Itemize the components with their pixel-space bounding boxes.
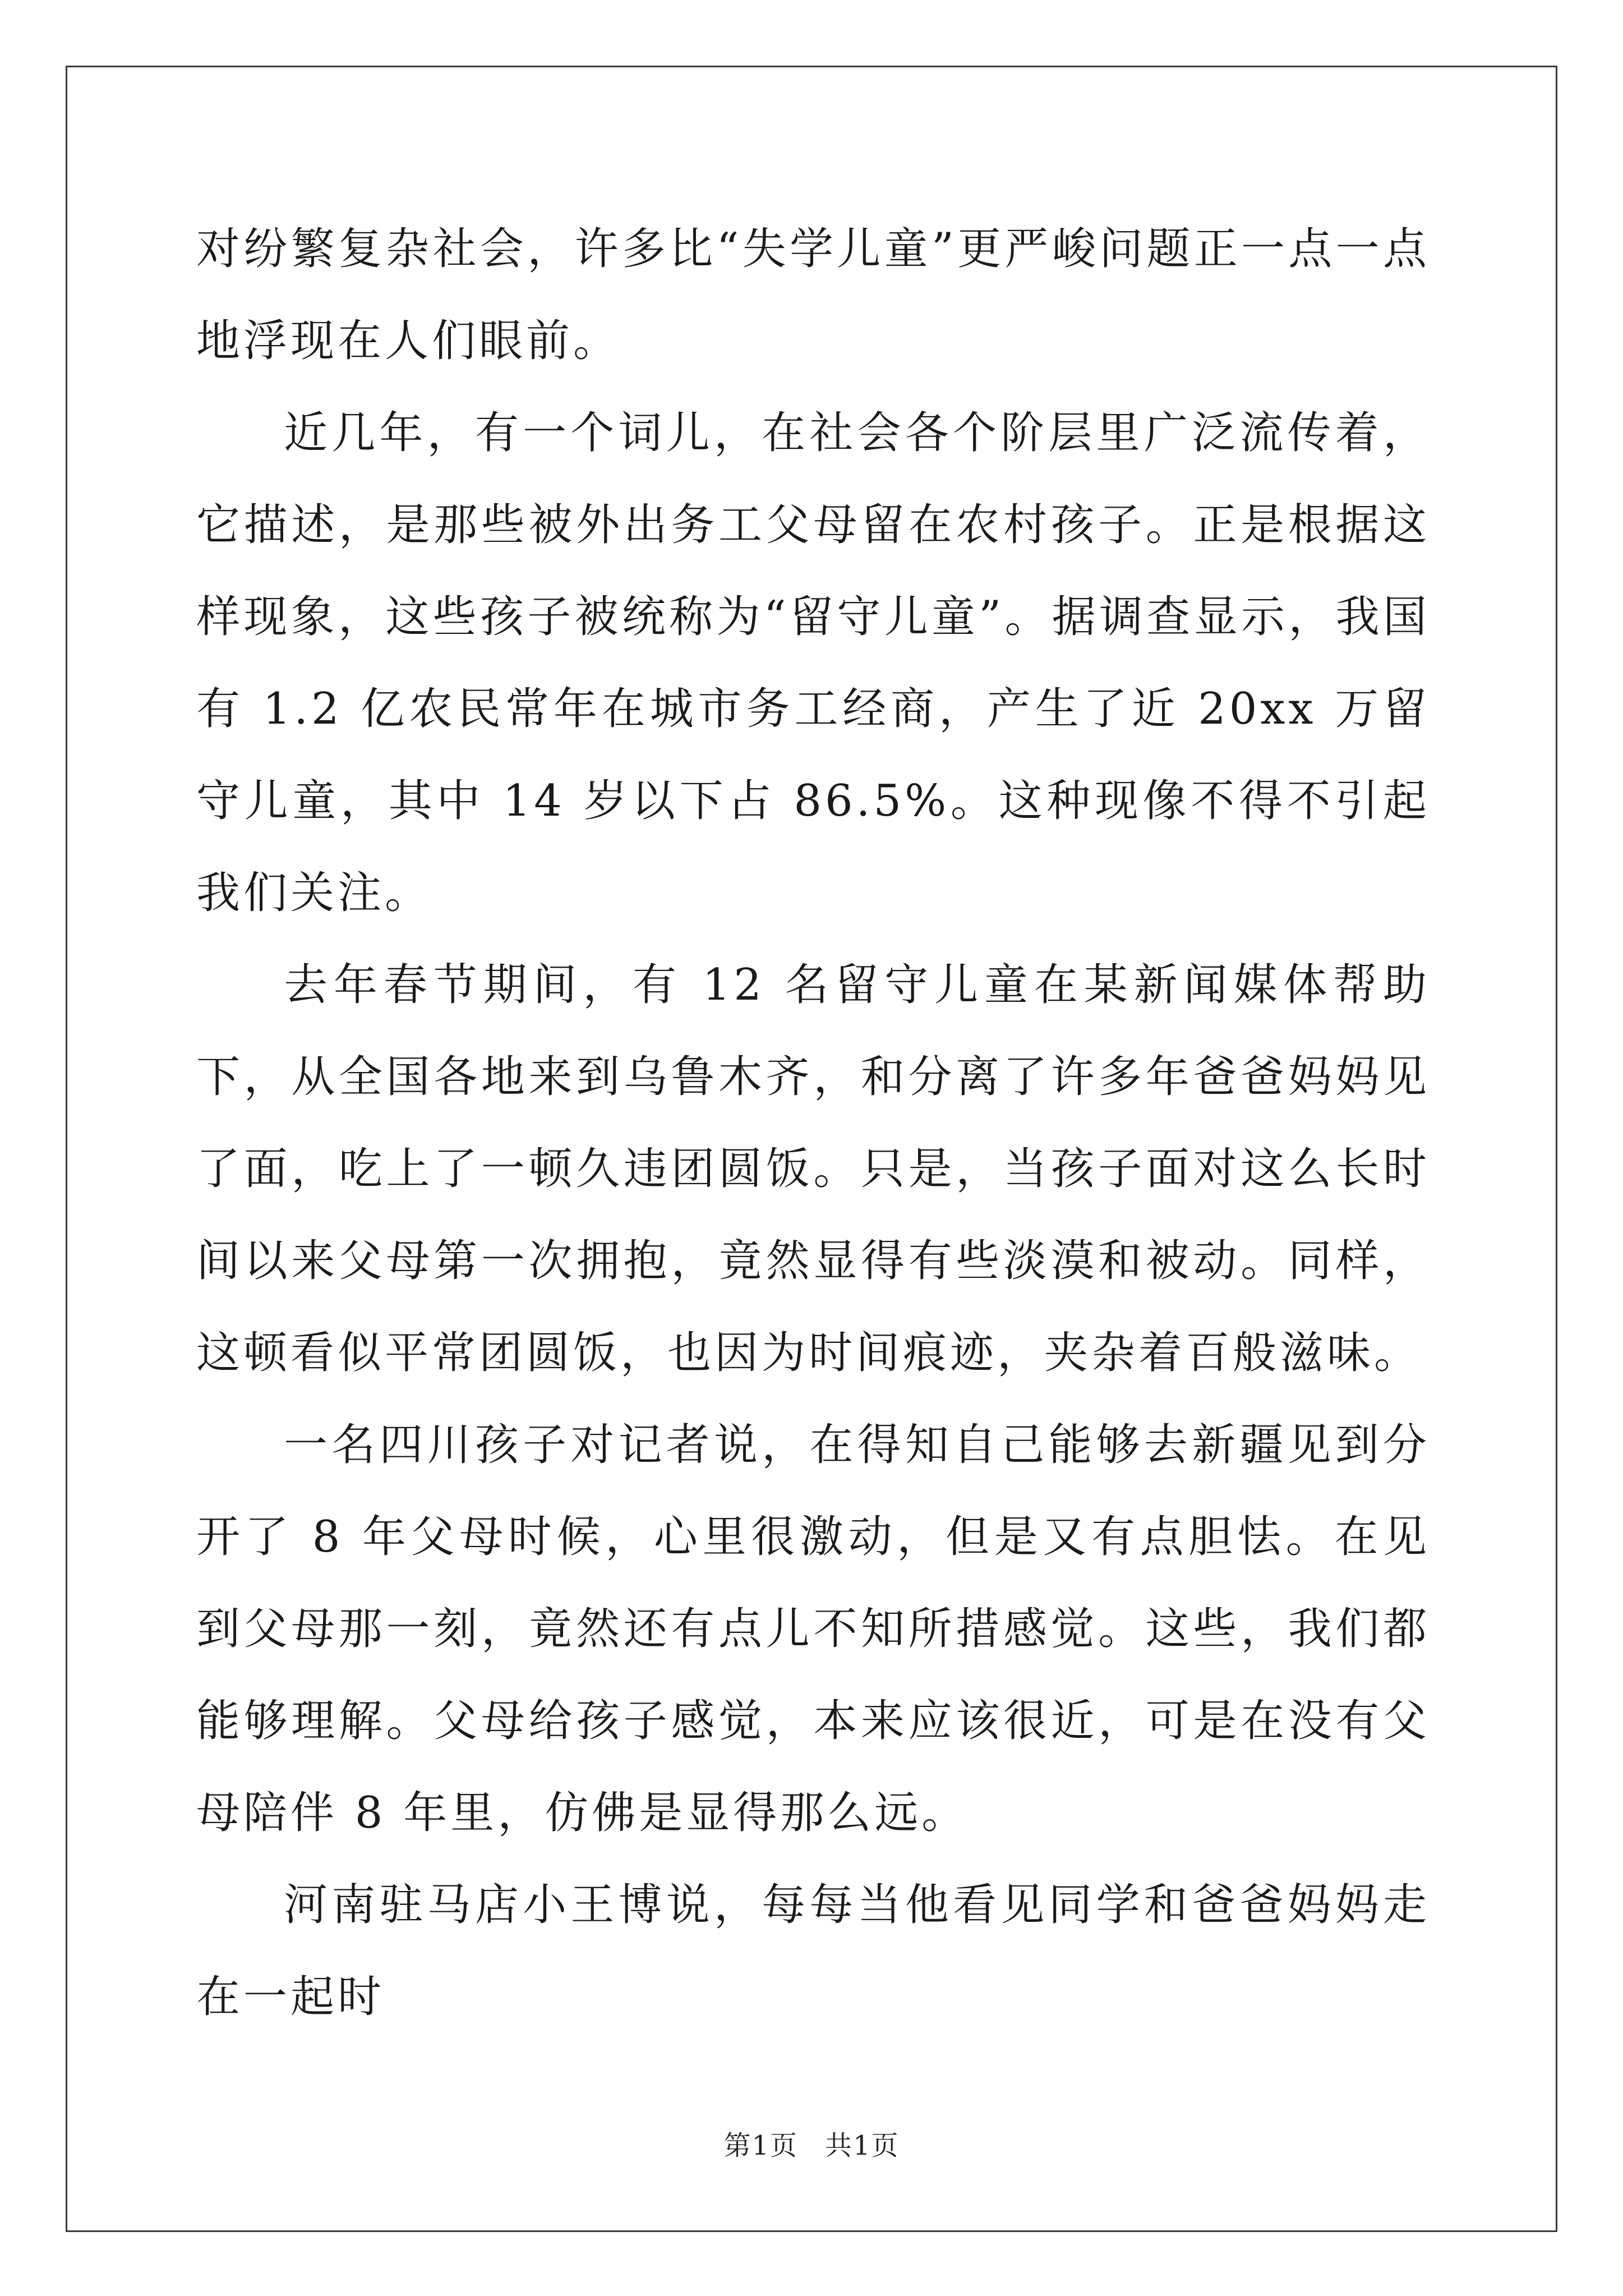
- page-total: 共1页: [825, 2130, 900, 2161]
- paragraph: 一名四川孩子对记者说，在得知自己能够去新疆见到分开了 8 年父母时候，心里很激动，但是又有点胆怯。在见到父母那一刻，竟然还有点儿不知所措感觉。这些，我们都能够理解。父母给孩子感觉，本来应该很近，可是在没有父母陪伴 8 年里，仿佛是显得那么远。: [196, 1420, 1430, 1838]
- paragraph: 去年春节期间，有 12 名留守儿童在某新闻媒体帮助下，从全国各地来到乌鲁木齐，和分离了许多年爸爸妈妈见了面，吃上了一顿久违团圆饭。只是，当孩子面对这么长时间以来父母第一次拥抱，竟然显得有些淡漠和被动。同样，这顿看似平常团圆饭，也因为时间痕迹，夹杂着百般滋味。: [196, 960, 1430, 1378]
- page-number: 第1页: [723, 2130, 798, 2161]
- paragraph: 近几年，有一个词儿，在社会各个阶层里广泛流传着，它描述，是那些被外出务工父母留在农村孩子。正是根据这样现象，这些孩子被统称为“留守儿童”。据调查显示，我国有 1.2 亿农民常年在城市务工经商，产生了近 20xx 万留守儿童，其中 14 岁以下占 86.5%。这种现像不得不引起我们关注。: [196, 408, 1430, 918]
- page-footer: [0, 2129, 1623, 2162]
- document-body: [196, 203, 1430, 2043]
- paragraph: 河南驻马店小王博说，每每当他看见同学和爸爸妈妈走在一起时: [196, 1880, 1430, 2022]
- paragraph: 对纷繁复杂社会，许多比“失学儿童”更严峻问题正一点一点地浮现在人们眼前。: [196, 224, 1430, 366]
